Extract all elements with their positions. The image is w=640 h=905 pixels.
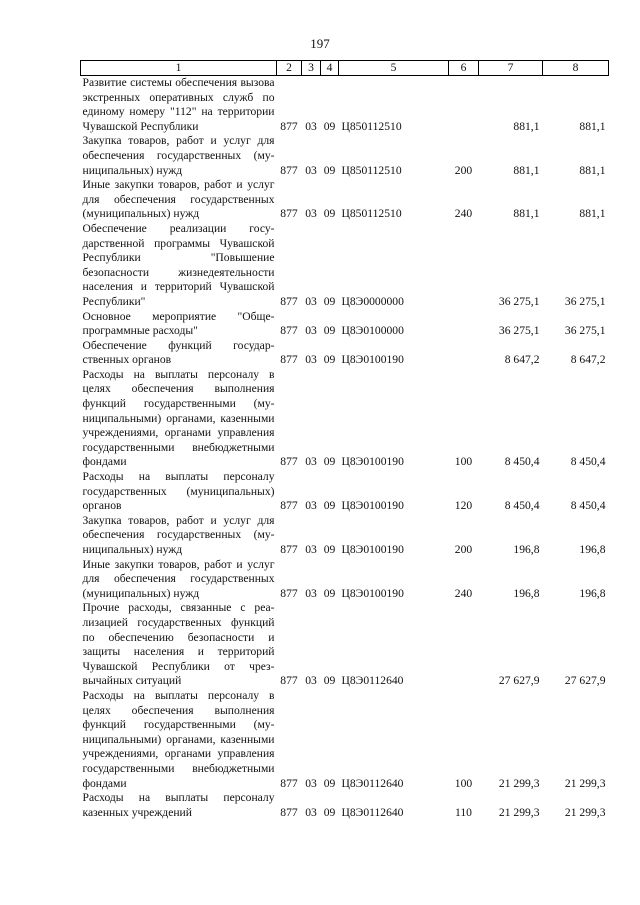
table-row [81,368,609,470]
page-number: 197 [310,36,330,51]
table-row [81,601,609,689]
row-ministry-code: 877 [280,586,298,600]
row-description: Обеспечение реализации государственной программы Чувашской Республики "Повышение безопасности жизнедеятельности населения и территорий Чувашской Республики" [82,221,275,308]
column-header-8: 8 [543,61,609,76]
row-target-article: Ц8Э0100190 [341,586,404,600]
row-amount-year2: 196,8 [579,586,606,600]
row-subsection-code: 09 [323,586,336,600]
row-section-code: 03 [305,499,317,513]
row-description: Обеспечение функций государственных органов [82,338,275,367]
row-target-article: Ц8Э0100190 [341,455,404,469]
row-amount-year1: 196,8 [513,586,540,600]
row-target-article: Ц850112510 [341,207,402,221]
table-row [81,222,609,310]
row-expense-type [449,310,479,339]
row-section-code: 03 [305,674,317,688]
row-target-article: Ц8Э0100190 [341,543,404,556]
row-ministry-code: 877 [280,207,298,221]
row-subsection-code: 09 [323,324,336,338]
row-target-article: Ц8Э0112640 [341,776,404,790]
row-subsection-code: 09 [323,805,336,819]
row-amount-year2: 881,1 [579,207,606,221]
row-expense-type [449,76,479,135]
row-description: Расходы на выплаты персоналу государственных (муниципальных) органов [82,470,275,513]
table-header-row [81,61,609,76]
row-amount-year1: 27 627,9 [498,674,540,688]
row-ministry-code: 877 [280,353,298,367]
table-row [81,514,609,558]
row-target-article: Ц8Э0100000 [341,324,404,338]
row-amount-year2: 21 299,3 [564,776,606,790]
row-expense-type: 240 [454,207,473,221]
row-section-code: 03 [305,543,317,556]
row-description: Расходы на выплаты персоналу казенных учреждений [82,791,275,819]
row-section-code: 03 [305,163,317,177]
row-amount-year1: 881,1 [513,119,540,133]
row-target-article: Ц8Э0100190 [341,353,404,367]
column-header-4: 4 [321,61,339,76]
row-ministry-code: 877 [280,294,298,308]
row-subsection-code: 09 [323,499,336,513]
row-expense-type: 200 [454,543,473,556]
row-section-code: 03 [305,455,317,469]
row-amount-year2: 21 299,3 [564,805,606,819]
row-expense-type [449,339,479,368]
row-section-code: 03 [305,324,317,338]
row-section-code: 03 [305,294,317,308]
row-description: Закупка товаров, работ и услуг для обеспечения государственных (муниципальных) нужд [82,513,275,556]
row-section-code: 03 [305,353,317,367]
row-expense-type: 120 [454,499,473,513]
row-section-code: 03 [305,207,317,221]
row-amount-year2: 36 275,1 [564,324,606,338]
column-header-1: 1 [81,61,277,76]
row-subsection-code: 09 [323,119,336,133]
row-expense-type: 240 [454,586,473,600]
row-amount-year2: 196,8 [579,543,606,556]
row-subsection-code: 09 [323,543,336,556]
row-subsection-code: 09 [323,353,336,367]
column-header-3: 3 [302,61,321,76]
row-amount-year2: 36 275,1 [564,294,606,308]
table-row [81,339,609,368]
row-ministry-code: 877 [280,805,298,819]
row-ministry-code: 877 [280,119,298,133]
row-amount-year2: 881,1 [579,119,606,133]
row-description: Основное мероприятие "Общепрограммные расходы" [82,309,275,338]
row-expense-type: 200 [454,163,473,177]
table-row [81,178,609,222]
table-row [81,558,609,602]
column-header-6: 6 [449,61,479,76]
table-row [81,134,609,178]
budget-table [80,60,609,820]
row-target-article: Ц850112510 [341,119,402,133]
row-expense-type: 100 [454,776,473,790]
row-amount-year1: 21 299,3 [498,805,540,819]
row-amount-year2: 27 627,9 [564,674,606,688]
table-row [81,791,609,820]
row-subsection-code: 09 [323,207,336,221]
table-row [81,76,609,135]
row-expense-type [449,601,479,689]
column-header-7: 7 [479,61,543,76]
row-amount-year1: 8 450,4 [504,499,540,513]
row-description: Иные закупки товаров, работ и услуг для обеспечения государственных (муниципальных) нужд [82,178,275,221]
row-ministry-code: 877 [280,324,298,338]
row-section-code: 03 [305,586,317,600]
row-description: Иные закупки товаров, работ и услуг для обеспечения государственных (муниципальных) нужд [82,557,275,600]
column-header-5: 5 [339,61,449,76]
row-amount-year2: 881,1 [579,163,606,177]
row-ministry-code: 877 [280,455,298,469]
row-description: Расходы на выплаты персоналу в целях обеспечения выполнения функций государственными (муниципальными) органами, казенными учреждениями, органами управления государственными внебюджетными фондами [82,367,275,469]
row-section-code: 03 [305,805,317,819]
row-subsection-code: 09 [323,776,336,790]
row-description: Развитие системы обеспечения вызова экстренных оперативных служб по единому номеру "112" на территории Чувашской Республики [82,76,275,133]
row-amount-year2: 8 647,2 [570,353,606,367]
row-description: Закупка товаров, работ и услуг для обеспечения государственных (муниципальных) нужд [82,134,275,177]
table-row [81,470,609,514]
table-row [81,310,609,339]
row-description: Прочие расходы, связанные с реализацией государственных функций по обеспечению безопасности и защиты населения и территорий Чувашской Республики от чрезвычайных ситуаций [82,601,275,688]
row-ministry-code: 877 [280,674,298,688]
row-expense-type: 110 [455,805,472,819]
table-body [81,76,609,821]
row-amount-year1: 8 450,4 [504,455,540,469]
row-ministry-code: 877 [280,163,298,177]
row-amount-year1: 196,8 [513,543,540,556]
row-amount-year2: 8 450,4 [570,455,606,469]
row-amount-year1: 36 275,1 [498,294,540,308]
row-subsection-code: 09 [323,163,336,177]
row-description: Расходы на выплаты персоналу в целях обеспечения выполнения функций государственными (муниципальными) органами, казенными учреждениями, органами управления государственными внебюджетными фондами [82,688,275,790]
row-section-code: 03 [305,776,317,790]
row-expense-type [449,222,479,310]
row-amount-year1: 21 299,3 [498,776,540,790]
row-amount-year1: 881,1 [513,207,540,221]
row-amount-year2: 8 450,4 [570,499,606,513]
column-header-2: 2 [277,61,302,76]
row-subsection-code: 09 [323,455,336,469]
row-target-article: Ц8Э0112640 [341,674,404,688]
row-amount-year1: 881,1 [513,163,540,177]
row-ministry-code: 877 [280,499,298,513]
row-ministry-code: 877 [280,776,298,790]
row-amount-year1: 8 647,2 [504,353,540,367]
row-target-article: Ц8Э0112640 [341,805,404,819]
row-target-article: Ц8Э0100190 [341,499,404,513]
row-ministry-code: 877 [280,543,298,556]
row-subsection-code: 09 [323,674,336,688]
row-subsection-code: 09 [323,294,336,308]
row-target-article: Ц850112510 [341,163,402,177]
table-row [81,689,609,791]
row-target-article: Ц8Э0000000 [341,294,404,308]
row-amount-year1: 36 275,1 [498,324,540,338]
row-expense-type: 100 [454,455,473,469]
row-section-code: 03 [305,119,317,133]
